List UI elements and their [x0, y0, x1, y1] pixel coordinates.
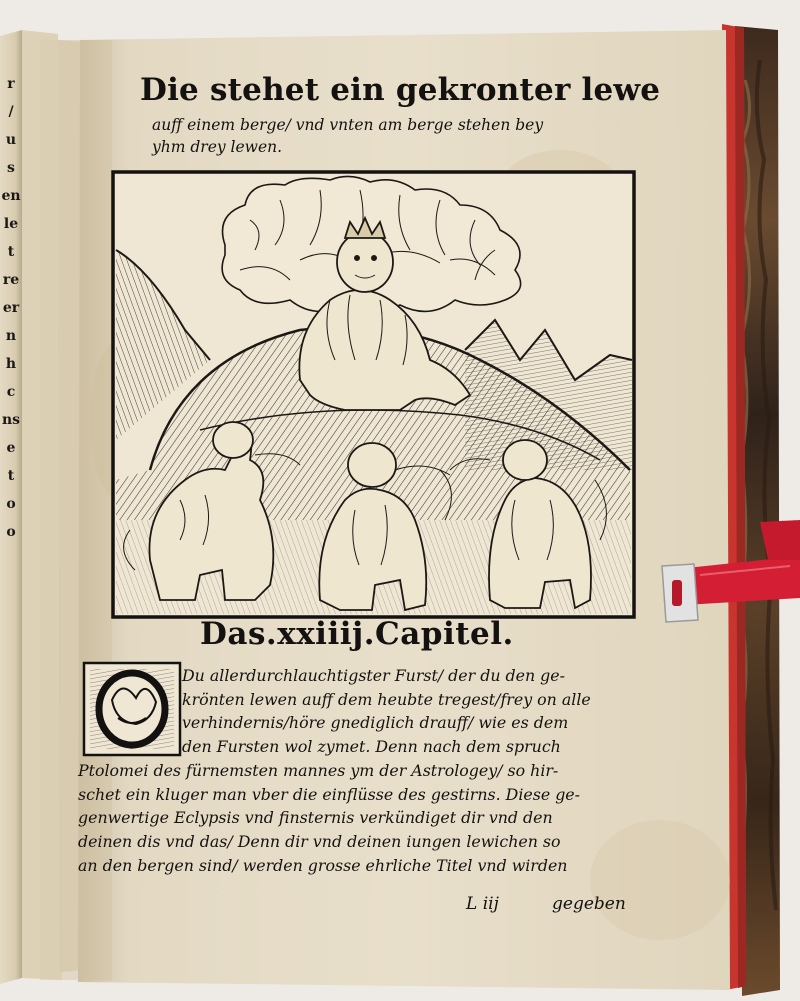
facing-page-letter: er — [2, 300, 20, 316]
body-line-5: Ptolomei des fürnemsten mannes ym der Astrologey/ so hir- — [78, 760, 559, 780]
facing-page-letter: re — [2, 272, 20, 288]
subtitle-line-2: yhm drey lewen. — [152, 138, 283, 156]
facing-page-letter: le — [3, 216, 19, 232]
facing-page-letter: s — [7, 160, 15, 176]
facing-page-letter: t — [7, 244, 15, 260]
facing-page-letter: e — [6, 440, 16, 456]
facing-page-letter: / — [8, 104, 14, 120]
body-line-3: verhindernis/höre gnediglich drauff/ wie es dem — [182, 713, 569, 733]
body-line-2: krönten lewen auff dem heubte tregest/frey on alle — [182, 689, 591, 709]
woodcut-illustration — [113, 172, 634, 617]
page-subtitle — [152, 114, 622, 158]
body-line-4: den Fursten wol zymet. Denn nach dem spruch — [182, 737, 561, 757]
subtitle-line-1: auff einem berge/ vnd vnten am berge stehen bey — [152, 116, 544, 134]
facing-page-letter: t — [7, 468, 15, 484]
facing-page-letter: o — [6, 496, 16, 512]
chapter-heading: Das.xxiiij.Capitel. — [200, 616, 514, 652]
signature-mark: L iij — [466, 894, 499, 914]
body-text — [78, 664, 638, 877]
body-line-7: genwertige Eclypsis vnd finsternis verkündiget dir vnd den — [78, 808, 553, 828]
body-line-1: Du allerdurchlauchtigster Furst/ der du den ge- — [182, 666, 565, 685]
facing-page-letter: u — [5, 132, 17, 148]
facing-page-letter: c — [6, 384, 16, 400]
page-title: Die stehet ein gekronter lewe — [140, 72, 661, 108]
body-line-8: deinen dis vnd das/ Denn dir vnd deinen iungen lewichen so — [78, 831, 561, 851]
facing-page-letter: ns — [1, 412, 21, 428]
catchword: gegeben — [552, 894, 626, 914]
facing-page-letter: r — [7, 76, 15, 92]
facing-page-letter: o — [6, 524, 16, 540]
facing-page-letter: en — [1, 188, 21, 204]
body-line-9: an den bergen sind/ werden grosse ehrliche Titel vnd wirden — [78, 855, 568, 875]
facing-page-text — [0, 70, 22, 546]
facing-page-letter: h — [5, 356, 17, 372]
facing-page-letter: n — [5, 328, 17, 344]
body-line-6: schet ein kluger man vber die einflüsse des gestirns. Diese ge- — [78, 784, 580, 804]
